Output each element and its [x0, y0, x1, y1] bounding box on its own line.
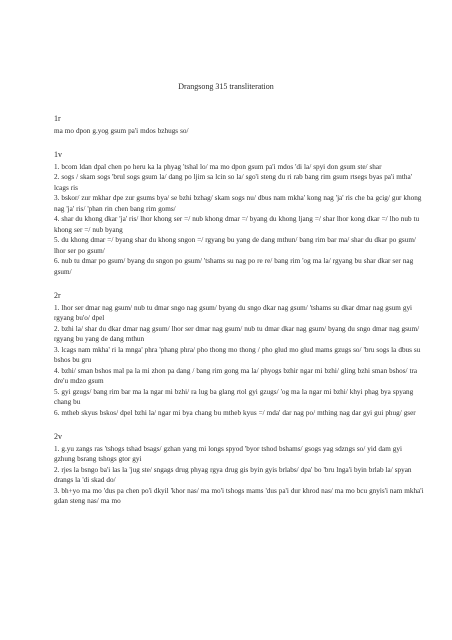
text-line: 1. lhor ser dmar nag gsum/ nub tu dmar sngo nag gsum/ byang du sngo dkar nag gsum/ 'tshams su dkar dmar nag gsum gyi rgyang bu'o/ dpel	[54, 303, 413, 322]
text-line: 2. sogs / skam sogs 'brul sogs gsum la/ dang po ljim sa lcin so la/ sgo'i steng du ri rab bang rim gsum rtsegs byas pa'i mtha' lcags ris	[54, 173, 412, 192]
text-line: 3. bh+yo ma mo 'dus pa chen po'i dkyil 'khor nas/ ma mo'i tshogs mams 'dus pa'i dur khrod nas/ ma mo bcu gnyis'i nam mkha'i gdan steng nas/ ma mo	[54, 486, 424, 505]
text-line: 4. bzhi/ sman bshos mal pa la mi zhon pa dang / bang rim gong ma la/ phyogs bzhir ngar mi bzhi/ gling bzhi sman bshos/ tra dre'u mdzo gsum	[54, 366, 418, 385]
text-line: 3. bskor/ zur mkhar dpe zur gsums bya/ se bzhi bzhag/ skam sogs nu/ dbus nam mkha' kong nag 'ja' ris che ba gcig/ gur khong nag 'ja' ris/ 'phan rin chen bang rim goms/	[54, 194, 422, 213]
text-line: 2. bzhi la/ shar du dkar dmar nag gsum/ lhor ser dmar nag gsum/ nub tu dmar dkar nag gsum/ byang du sngo dmar nag gsum/ rgyang bu yang de dang mthun	[54, 324, 420, 343]
text-line: 3. lcags nam mkha' ri la mnga' phra 'phang phra/ pho thong mo thong / pho glud mo glud mams gzugs so/ 'bru sogs la dbus su bshos bu gru	[54, 345, 421, 364]
text-line: 2. rjes la bsngo ba'i las la 'jug ste/ sngags drug phyag rgya drug gis byin gyis brlabs/ dpa' bo 'bru lnga'i byin brlab la/ spyan drangs la 'di skad do/	[54, 465, 412, 484]
folio-label: 2v	[54, 432, 62, 441]
folio-label: 2r	[54, 291, 61, 300]
folio-section-1r	[54, 114, 424, 136]
text-line: 1. g.yu zangs ras 'tshogs tshad bsags/ gzhan yang mi longs spyod 'byor tshod bshams/ gsogs yag sdzngs so/ yid dam gyi gzhung bsrang tshogs gtor gyi	[54, 444, 402, 463]
document-title: Drangsong 315 transliteration	[178, 82, 274, 91]
text-line: 5. gyi gzugs/ bang rim bar ma la ngar mi bzhi/ ra lug ba glang rtol gyi gzugs/ 'og ma la ngar mi bzhi/ khyi phag bya spyang chang bu	[54, 387, 414, 406]
document-body	[54, 114, 424, 521]
text-line: 5. du khong dmar =/ byang shar du khong sngon =/ rgyang bu yang de dang mthun/ bang rim bar ma/ shar du dkar po gsum/ lhor ser po gsum/	[54, 236, 416, 255]
text-line: 1. bcom ldan dpal chen po heru ka la phyag 'tshal lo/ ma mo dpon gsum pa'i mdos 'di la/ spyi don gsum ste/ shar	[54, 162, 382, 171]
folio-label: 1r	[54, 114, 61, 123]
folio-section-2r	[54, 291, 424, 418]
text-line: 6. nub tu dmar po gsum/ byang du sngon po gsum/ 'tshams su nag po re re/ bang rim 'og ma la/ rgyang bu shar dkar ser nag gsum/	[54, 257, 414, 276]
text-line: 6. mtheb skyus bskos/ dpel bzhi la/ ngar mi bya chang bu mtheb kyus =/ mda' dar nag po/ mthing nag dar gyi gui phug/ gser	[54, 408, 416, 417]
folio-section-1v	[54, 150, 424, 277]
text-line: ma mo dpon g.yog gsum pa'i mdos bzhugs so/	[54, 126, 189, 135]
folio-section-2v	[54, 432, 424, 507]
folio-label: 1v	[54, 150, 62, 159]
text-line: 4. shar du khong dkar 'ja' ris/ lhor khong ser =/ nub khong dmar =/ byang du khong ljang =/ shar lhor kong dkar =/ lho nub tu khong ser =/ nub byang	[54, 215, 420, 234]
